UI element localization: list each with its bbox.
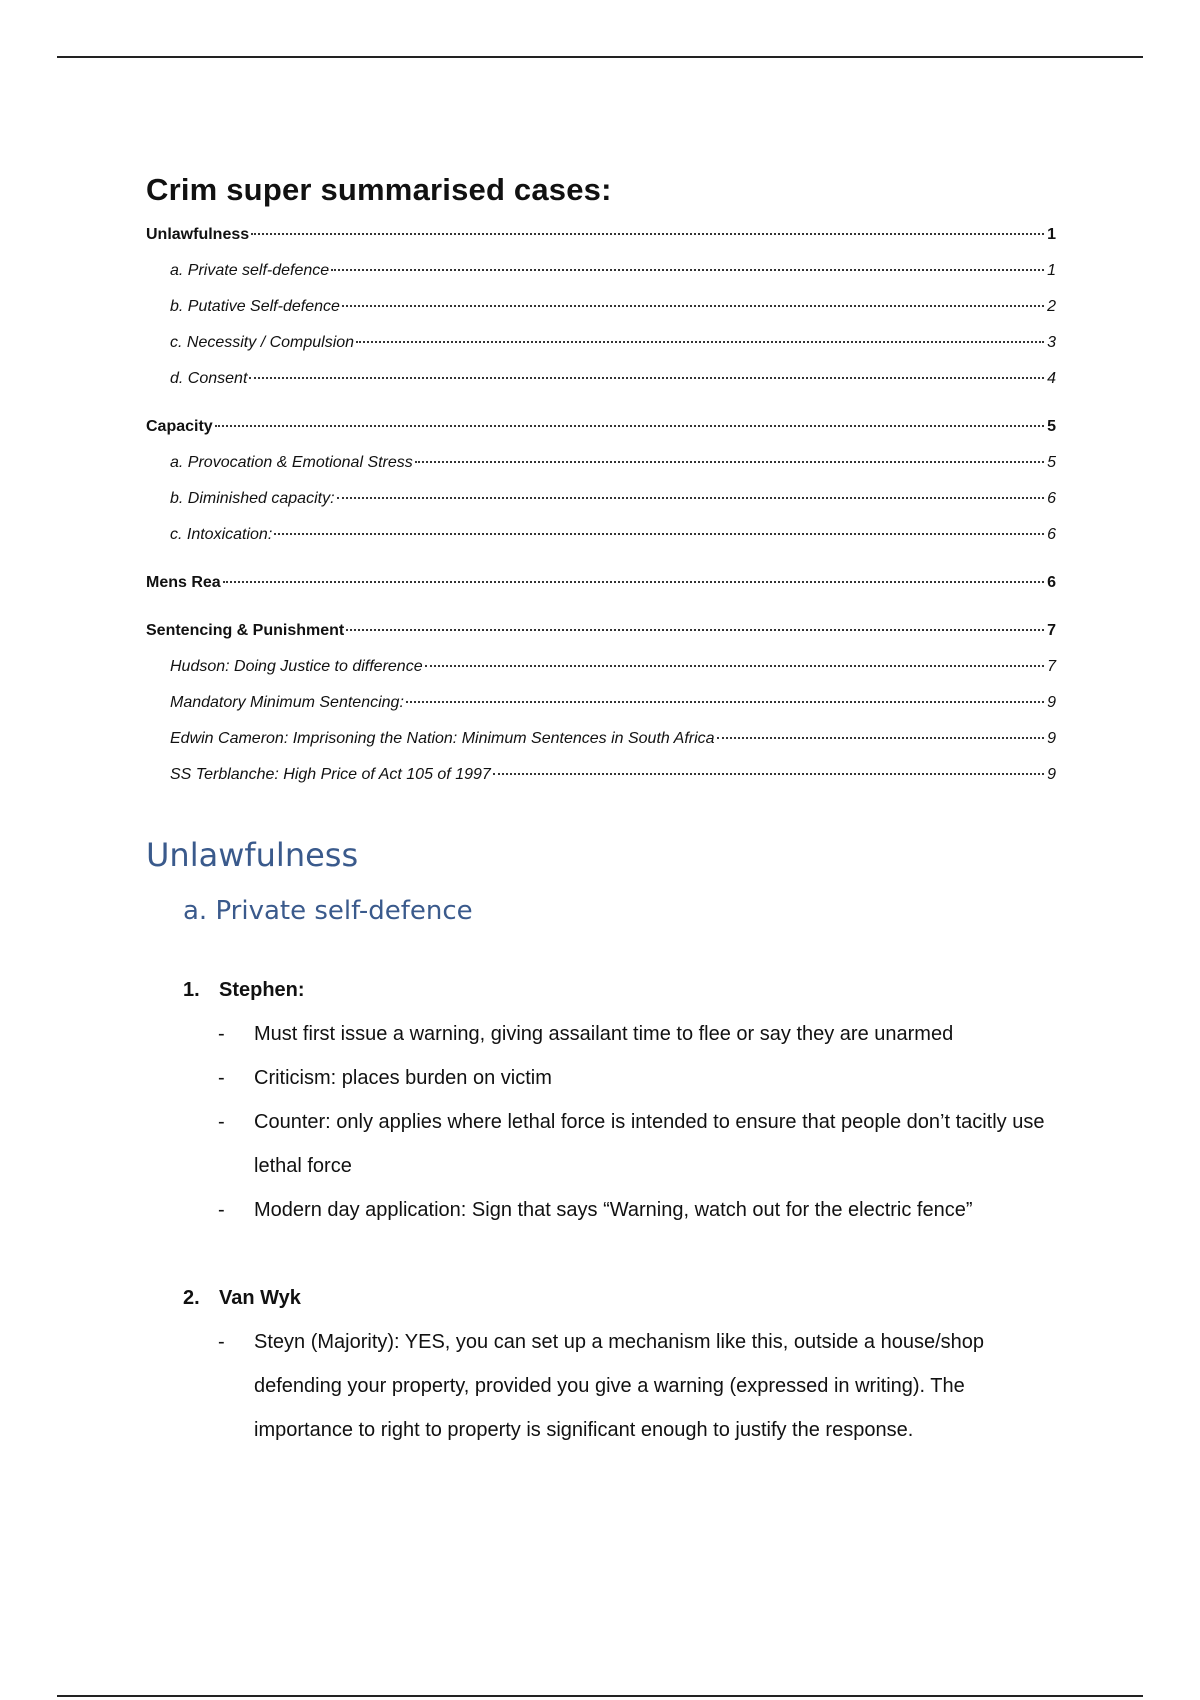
toc-entry-label: c. Necessity / Compulsion (170, 334, 355, 351)
toc-leader-dots (215, 425, 1044, 427)
toc-entry[interactable] (146, 418, 1056, 454)
toc-entry[interactable] (146, 658, 1056, 694)
case-point-text: Steyn (Majority): YES, you can set up a mechanism like this, outside a house/shop defending your property, provided you give a warning (expressed in writing). The importance to right to property is significant enough to justify the response. (254, 1331, 984, 1441)
toc-entry-label: d. Consent (170, 370, 248, 387)
document-page (146, 172, 1056, 1452)
toc-entry-page: 9 (1047, 730, 1056, 747)
toc-entry-page: 4 (1047, 370, 1056, 387)
toc-entry[interactable] (146, 334, 1056, 370)
toc-entry-page: 5 (1047, 454, 1056, 471)
toc-leader-dots (274, 533, 1044, 535)
toc-entry-label: a. Private self-defence (170, 262, 330, 279)
toc-leader-dots (342, 305, 1044, 307)
subsection-heading: a. Private self-defence (183, 896, 473, 926)
bullet-dash: - (218, 1067, 225, 1089)
case-number: 1. (183, 978, 200, 1001)
toc-entry[interactable] (146, 766, 1056, 802)
toc-entry[interactable] (146, 622, 1056, 658)
toc-entry-page: 9 (1047, 694, 1056, 711)
toc-entry-label: Capacity (146, 418, 213, 435)
toc-entry[interactable] (146, 694, 1056, 730)
toc-entry[interactable] (146, 370, 1056, 406)
case-point (218, 1188, 1056, 1232)
toc-leader-dots (406, 701, 1044, 703)
toc-entry[interactable] (146, 526, 1056, 562)
toc-entry-page: 7 (1047, 658, 1056, 675)
case-points (146, 1320, 1056, 1452)
toc-entry[interactable] (146, 262, 1056, 298)
case-number: 2. (183, 1286, 200, 1309)
toc-entry[interactable] (146, 490, 1056, 526)
toc-entry-label: Mandatory Minimum Sentencing: (170, 694, 404, 711)
case-item (146, 1276, 1056, 1452)
toc-entry-page: 7 (1047, 622, 1056, 639)
case-point-text: Modern day application: Sign that says “Warning, watch out for the electric fence” (254, 1199, 973, 1221)
case-point (218, 1100, 1056, 1188)
header-rule (57, 56, 1143, 58)
toc-entry-label: Hudson: Doing Justice to difference (170, 658, 423, 675)
case-point-text: Must first issue a warning, giving assailant time to flee or say they are unarmed (254, 1023, 954, 1045)
case-point (218, 1056, 1056, 1100)
toc-entry-page: 9 (1047, 766, 1056, 783)
table-of-contents (146, 226, 1056, 802)
toc-entry-label: Sentencing & Punishment (146, 622, 345, 639)
toc-entry[interactable] (146, 454, 1056, 490)
toc-entry-label: SS Terblanche: High Price of Act 105 of 1997 (170, 766, 491, 783)
toc-leader-dots (223, 581, 1044, 583)
toc-entry-label: b. Diminished capacity: (170, 490, 335, 507)
toc-leader-dots (346, 629, 1044, 631)
toc-leader-dots (249, 377, 1044, 379)
toc-entry-label: Edwin Cameron: Imprisoning the Nation: Minimum Sentences in South Africa (170, 730, 715, 747)
toc-leader-dots (717, 737, 1044, 739)
toc-entry-label: c. Intoxication: (170, 526, 273, 543)
toc-entry-page: 1 (1047, 262, 1056, 279)
case-item (146, 968, 1056, 1232)
bullet-dash: - (218, 1199, 225, 1221)
document-title: Crim super summarised cases: (146, 172, 612, 207)
toc-leader-dots (415, 461, 1044, 463)
bullet-dash: - (218, 1023, 225, 1045)
bullet-dash: - (218, 1331, 225, 1353)
toc-entry[interactable] (146, 298, 1056, 334)
toc-entry-page: 6 (1047, 490, 1056, 507)
toc-entry-page: 5 (1047, 418, 1056, 435)
case-point-text: Counter: only applies where lethal force is intended to ensure that people don’t tacitly use lethal force (254, 1111, 1045, 1177)
case-name: Stephen: (219, 978, 305, 1001)
toc-entry-page: 2 (1047, 298, 1056, 315)
case-point-text: Criticism: places burden on victim (254, 1067, 552, 1089)
toc-entry-page: 6 (1047, 574, 1056, 591)
case-point (218, 1320, 1056, 1452)
toc-entry[interactable] (146, 226, 1056, 262)
bullet-dash: - (218, 1111, 225, 1133)
toc-entry-label: a. Provocation & Emotional Stress (170, 454, 413, 471)
toc-entry-page: 6 (1047, 526, 1056, 543)
toc-entry[interactable] (146, 574, 1056, 610)
toc-entry-page: 3 (1047, 334, 1056, 351)
toc-entry-label: Unlawfulness (146, 226, 250, 243)
toc-leader-dots (493, 773, 1044, 775)
toc-entry-page: 1 (1047, 226, 1056, 243)
case-point (218, 1012, 1056, 1056)
case-name: Van Wyk (219, 1286, 301, 1309)
toc-leader-dots (356, 341, 1044, 343)
case-heading (183, 1276, 1056, 1320)
case-list (146, 968, 1056, 1452)
toc-leader-dots (337, 497, 1044, 499)
toc-leader-dots (331, 269, 1044, 271)
case-heading (183, 968, 1056, 1012)
toc-entry-label: Mens Rea (146, 574, 221, 591)
toc-leader-dots (251, 233, 1044, 235)
toc-leader-dots (425, 665, 1044, 667)
footer-rule (57, 1695, 1143, 1697)
case-points (146, 1012, 1056, 1232)
section-heading: Unlawfulness (146, 836, 359, 874)
toc-entry[interactable] (146, 730, 1056, 766)
toc-entry-label: b. Putative Self-defence (170, 298, 340, 315)
